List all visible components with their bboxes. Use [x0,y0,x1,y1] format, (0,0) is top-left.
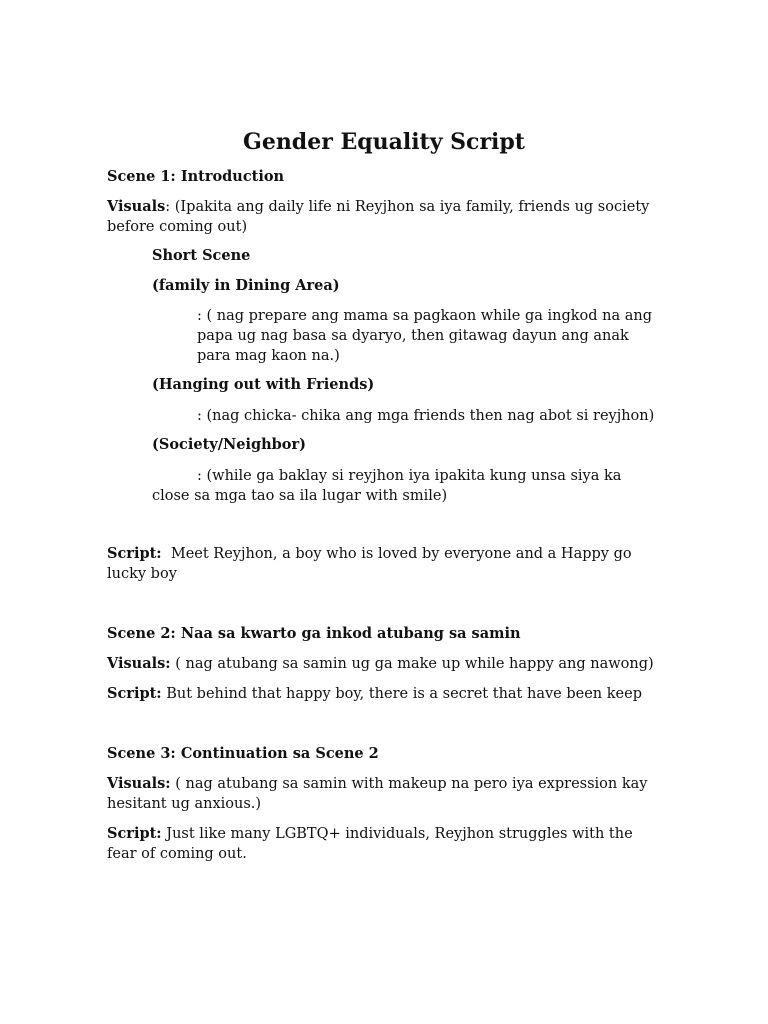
scene1-visuals-text: : (Ipakita ang daily life ni Reyjhon sa iya family, friends ug society [165,199,650,215]
scene3-heading: Scene 3: Continuation sa Scene 2 [107,745,379,762]
scene2-script-text: But behind that happy boy, there is a secret that have been keep [161,686,642,702]
scene2-script-label: Script: [107,685,162,702]
scene3-script-label: Script: [107,825,162,842]
scene2-script [107,684,667,704]
friends-heading: (Hanging out with Friends) [152,376,375,393]
scene1-script-line2: lucky boy [107,566,177,582]
scene2-visuals [107,654,667,674]
scene3-visuals-label: Visuals: [107,775,171,792]
scene1-heading: Scene 1: Introduction [107,168,285,185]
short-scene-heading: Short Scene [152,247,251,264]
scene1-visuals-line1 [107,197,667,217]
family-line1: : ( nag prepare ang mama sa pagkaon while ga ingkod na ang [197,308,653,324]
document-title: Gender Equality Script [243,129,525,155]
scene1-visuals-line2: before coming out) [107,219,248,235]
scene1-script-label: Script: [107,545,162,562]
family-heading: (family in Dining Area) [152,277,340,294]
scene3-script-line1 [107,824,667,844]
scene3-script-line2: fear of coming out. [107,846,247,862]
society-line2: close sa mga tao sa ila lugar with smile) [152,488,448,504]
scene1-script-text: Meet Reyjhon, a boy who is loved by everyone and a Happy go [161,546,632,562]
scene1-visuals-label: Visuals [107,198,166,215]
friends-line: : (nag chicka- chika ang mga friends then nag abot si reyjhon) [197,408,655,424]
scene3-visuals-line1 [107,774,667,794]
family-line2: papa ug nag basa sa dyaryo, then gitawag dayun ang anak [197,328,629,344]
scene2-heading: Scene 2: Naa sa kwarto ga inkod atubang sa samin [107,625,521,642]
scene3-script-text: Just like many LGBTQ+ individuals, Reyjhon struggles with the [161,826,633,842]
society-line1: : (while ga baklay si reyjhon iya ipakita kung unsa siya ka [197,468,622,484]
society-heading: (Society/Neighbor) [152,436,306,453]
scene2-visuals-text: ( nag atubang sa samin ug ga make up while happy ang nawong) [170,656,654,672]
scene3-visuals-line2: hesitant ug anxious.) [107,796,262,812]
scene2-visuals-label: Visuals: [107,655,171,672]
scene3-visuals-text: ( nag atubang sa samin with makeup na pero iya expression kay [170,776,648,792]
family-line3: para mag kaon na.) [197,348,340,364]
scene1-script-line1 [107,544,667,564]
